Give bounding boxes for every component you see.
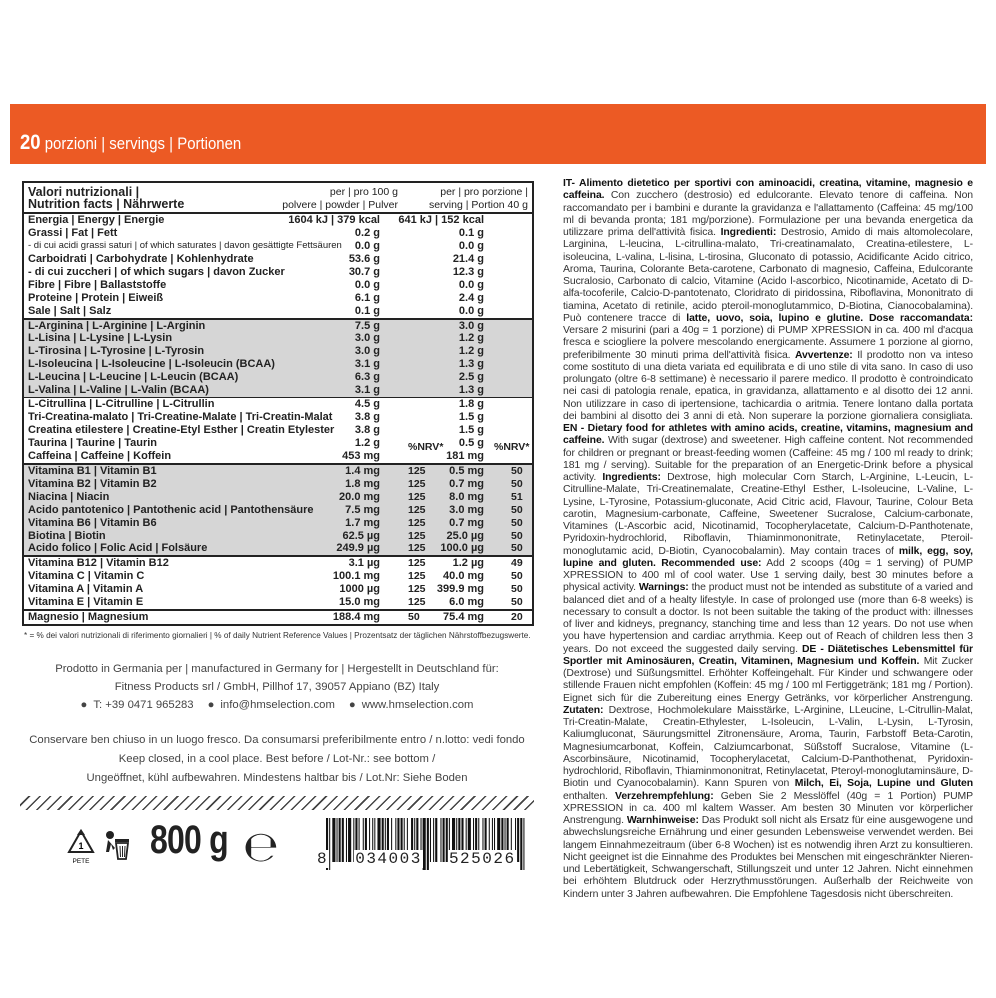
column-per-serving: per | pro porzione | serving | Portion 40 g <box>428 186 528 211</box>
value-per-serving: 1.3 g <box>458 358 484 371</box>
nutrient-name: Tri-Creatina-malato | Tri-Creatine-Malate | Tri-Creatin-Malat <box>28 411 333 424</box>
recycle-pete-icon <box>66 828 96 868</box>
nutrition-row <box>24 214 532 227</box>
nrv-per-serving: 49 <box>511 557 523 570</box>
value-per-serving: 0.5 mg <box>449 464 484 477</box>
nutrient-name: Creatina etilestere | Creatine-Etyl Esther | Creatin Etylester <box>28 424 335 436</box>
nrv-per-100g: 125 <box>408 542 426 555</box>
value-per-serving: 3.0 g <box>458 319 484 332</box>
value-per-100g: 7.5 g <box>354 319 380 332</box>
storage-line-en: Keep closed, in a cool place. Best before / Lot-Nr.: see bottom / <box>118 753 436 765</box>
value-per-serving: 40.0 mg <box>443 570 484 583</box>
nutrient-name: L-Citrullina | L-Citrulline | L-Citrullin <box>28 398 215 411</box>
nrv-footnote: * = % dei valori nutrizionali di riferimento giornalieri | % of daily Nutrient Reference Values | Prozentsatz der täglichen Nährstoffbezugswerte. <box>24 631 531 640</box>
nutrition-row <box>24 305 532 318</box>
nrv-header-serving: %NRV* <box>494 440 530 453</box>
nrv-header-100g: %NRV* <box>408 440 444 453</box>
nutrient-name: Vitamina B12 | Vitamin B12 <box>28 557 169 570</box>
value-per-serving: 3.0 mg <box>449 503 484 516</box>
nutrition-row <box>24 596 532 609</box>
net-weight: 800 g <box>150 818 228 862</box>
value-per-100g: 0.1 g <box>354 304 380 317</box>
nutrition-group <box>24 611 532 624</box>
value-per-100g: 1.4 mg <box>345 464 380 477</box>
nutrient-name: Carboidrati | Carbohydrate | Kohlenhydrate <box>28 252 254 265</box>
value-per-serving: 6.0 mg <box>449 596 484 609</box>
nutrition-group <box>24 557 532 611</box>
value-per-100g: 3.0 g <box>354 345 380 358</box>
barcode-digit-first: 8 <box>317 850 329 868</box>
nutrition-row <box>24 542 532 555</box>
nutrient-name: Vitamina B1 | Vitamin B1 <box>28 464 157 477</box>
product-description: IT- Alimento dietetico per sportivi con aminoacidi, creatina, vitamine, magnesio e caffeina. Con zucchero (destrosio) ed edulcorante. Elevato tenore di caffeina. Non raccomandato per i bambini e durante la gravidanza e l'allattamento (Caffeina: 45 mg/100 ml di bevanda pronta; 181 mg/porzione). Formulazione per una bevanda energetica da utilizzare prima dell'attività fisica. Ingredienti: Destrosio, Amido di mais altomolecolare, Larginina, L-leucina, L-citrullina-malato, Tri-creatinamalato, Creatina-etilestere, L-isoleucina, L-valina, L-lisina, L-tirosina, Gluconato di potassio, Acidificante Acido citrico, Aroma, Taurina, Colorante Beta-carotene, Carbonato di magnesio, Caffeina, Edulcorante Sucralosio, Carbonato di calcio, Vitamine (Acido l-ascorbico, Nicotinamide, Acetato di D-alfa-tocoferile, Calcio-D-pantotenato, Cloridrato di piridossina, Riboflavina, Mononitrato di tiamina, Acetato di retinile, acido pteroil-monoglutammico, D-Biotina, Cianocobalamina). Può contenere tracce di latte, uovo, soia, lupino e glutine. Dose raccomandata: Versare 2 misurini (pari a 40g = 1 porzione) di PUMP XPRESSION in ca. 400 ml d'acqua fresca e sciogliere la polvere mescolando energicamente. Assumere 1 porzione al giorno, preferibilmente 30 minuti prima dell'attività fisica. Avvertenze: Il prodotto non va inteso come sostituto di una dieta variata ed equilibrata e di uno stile di vita sano. In caso di uso prolungato (oltre 6-8 settimane) è necessario il parere medico. Il prodotto è controindicato nei casi di patologia renale, epatica, in gravidanza, allattamento e al disotto dei 12 anni. Non utilizzare in caso di ipertensione, tachicardia o aritmia. Tenere lontano dalla portata dei bambini al disotto dei 3 anni di età. Non superare la porzione giornaliera consigliata. EN - Dietary food for athletes with amino acids, creatine, vitamins, magnesium and caffeine. With sugar (dextrose) and sweetener. High caffeine content. Not recommended for children or pregnant or breast-feeding women (Caffeine: 45 mg / 100 ml ready to drink; 181 mg / serving). Suitable for the preparation of an Energetic-Drink before a physical activity. Ingredients: Dextrose, high molecular Corn Starch, L-Arginine, L-Leucin, L-Citrulline-Malate, Tri-Creatinemalate, Creatine-Ethyl Esther, L-Isoleucine, L-Valine, L-Lysine, L-Tyrosine, Potassium-gluconate, Acid Citric acid, Flavour, Taurine, Colour Beta carotin, Magnesium-carbonate, Caffeine, Sweetener Sucralose, Calcium-carbonate, Vitamines (L-Ascorbic acid, Nicotinamid, Tocopherylacetate, Calcium-D-Panthotenate, Pyridoxin-hydrochlorid, Riboflavin, Thiaminmononitrate, Retinylacetate, Pteroil-monoglutamic acid, D-Biotin, Cyanocobalamin). May contain traces of milk, egg, soy, lupine and gluten. Recommended use: Add 2 scoops (40g = 1 serving) of PUMP XPRESSION to 400 ml of cool water. Use 1 serving daily, best 30 minutes before a physical activity. Warnings: the product must not be intended as substitute of a varied and balanced diet and of a healty lifestyle. In case of prolonged use (more than 6-8 weeks) is necessary to consult a doctor. Is not been suitable the taking of the product with: illnesses of liver and kidneys, pregnancy, stanching time and less than 12 years. Do not use when you have hypertension and cardiac arrythmia. Keep out of Reach of children less then 3 years. Do not exceed the suggested daily serving. DE - Diätetisches Lebensmittel für Sportler mit Aminosäuren, Creatin, Vitaminen, Magnesium und Koffein. Mit Zucker (Dextrose) und Süßungsmittel. Erhöhter Koffeingehalt. Für Kinder und schwangere oder stillende Frauen nicht empfohlen (Koffein: 45 mg / 100 ml Fertiggetränk; 181 mg / Portion). Eignet sich für die Zubereitung eines Energy Getränks, vor körperlicher Anstrengung. Zutaten: Dextrose, Hochmolekulare Maisstärke, L-Arginine, LLeucine, L-Citrullin-Malat, Tri-Creatin-Malate, Creatin-Ethylester, L-Isoleucin, L-Valin, L-Lysin, L-Tyrosin, Kaliumgluconat, Säurungsmittel Zitronensäure, Aroma, Taurin, Farbstoff Beta-Carotin, Magnesiumcarbonat, Koffein, Calziumcarbonat, Süßstoff Sucralose, Vitamine (L-Ascorbinsäure, Nicotinamid, Tocopherylacetat, Calcium-D-Panthothenat, Pyridoxin-hydrochlorid, Riboflavin, Thiaminmononitrat, Retinylacetat, Pteroyl-monoglutaminsäure, D-Biotin und Cyanocobalamin). Kann Spuren von Milch, Ei, Soja, Lupine und Gluten enthalten. Verzehrempfehlung: Geben Sie 2 Messlöffel (40g = 1 Portion) PUMP XPRESSION in ca. 400 ml kaltem Wasser. Am besten 30 Minuten vor körperlicher Anstrengung. Warnhinweise: Das Produkt soll nicht als Ersatz für eine ausgewogene und abwechslungsreiche Ernährung und einer gesunden Lebensweise verwendet werden. Bei langem Einnahmezeitraum (über 6-8 Wochen) ist es notwendig ihren Arzt zu konsultieren. Nicht geeignet ist die Einnahme des Produktes bei Menschen mit eingeschränkter Nieren- und Lebertätigkeit, Schwangerschaft, Stillungszeit und unter 12 Jahren. Nicht einnehmen bei erhöhtem Blutdruck oder Herzrythmusstörungen. Außerhalb der Reichweite von Kindern unter 3 Jahren aufbewahren. Die Empfohlene Tagesdosis nicht überschreiten. <box>563 178 973 900</box>
nutrition-row <box>24 345 532 358</box>
nutrition-row <box>24 253 532 266</box>
value-per-serving: 1.5 g <box>458 424 484 436</box>
nrv-per-100g: 125 <box>408 583 426 596</box>
value-per-100g: 1.8 mg <box>345 477 380 490</box>
storage-instructions <box>22 731 532 788</box>
value-per-100g: 0.2 g <box>354 226 380 239</box>
nutrient-name: Caffeina | Caffeine | Koffein <box>28 449 172 462</box>
nutrient-name: - di cui acidi grassi saturi | of which saturates | davon gesättigte Fettsäuren <box>28 239 342 251</box>
nutrition-row <box>24 371 532 384</box>
column-per-100g: per | pro 100 g polvere | powder | Pulver <box>282 186 398 211</box>
nrv-per-serving: 50 <box>511 596 523 609</box>
nrv-per-serving: 50 <box>511 542 523 555</box>
nutrition-table-header <box>24 183 532 214</box>
value-per-serving: 1.8 g <box>458 398 484 411</box>
nutrition-row <box>24 384 532 397</box>
value-per-100g: 1.7 mg <box>345 516 380 529</box>
nrv-per-serving: 50 <box>511 516 523 529</box>
nrv-per-100g: 125 <box>408 464 426 477</box>
value-per-100g: 53.6 g <box>348 252 380 265</box>
value-per-100g: 7.5 mg <box>345 503 380 516</box>
nutrient-name: L-Tirosina | L-Tyrosine | L-Tyrosin <box>28 345 205 358</box>
value-per-100g: 1604 kJ | 379 kcal <box>288 214 380 226</box>
value-per-100g: 0.0 g <box>354 278 380 291</box>
value-per-serving: 100.0 µg <box>440 542 484 555</box>
nutrient-name: Fibre | Fibre | Ballaststoffe <box>28 278 167 291</box>
bullet-icon: ● <box>80 699 88 711</box>
value-per-serving: 0.0 g <box>458 278 484 291</box>
value-per-serving: 0.0 g <box>458 239 484 252</box>
nrv-per-serving: 20 <box>511 611 523 624</box>
nutrition-row <box>24 517 532 530</box>
value-per-100g: 4.5 g <box>354 398 380 411</box>
nrv-per-100g: 125 <box>408 570 426 583</box>
nutrition-row <box>24 266 532 279</box>
nutrient-name: Energia | Energy | Energie <box>28 214 165 226</box>
nutrient-name: L-Isoleucina | L-Isoleucine | L-Isoleucin (BCAA) <box>28 358 275 371</box>
nutrition-row <box>24 279 532 292</box>
barcode-digit-left: 034003 <box>355 850 422 868</box>
svg-text:1: 1 <box>78 841 84 851</box>
nutrition-group <box>24 465 532 558</box>
value-per-serving: 1.5 g <box>458 411 484 424</box>
nutrient-name: Proteine | Protein | Eiweiß <box>28 291 164 304</box>
value-per-serving: 2.5 g <box>458 371 484 384</box>
nutrition-row <box>24 292 532 305</box>
value-per-100g: 3.1 g <box>354 358 380 371</box>
nutrient-name: Vitamina A | Vitamin A <box>28 583 144 596</box>
nutrient-name: Sale | Salt | Salz <box>28 304 112 317</box>
nutrient-name: Niacina | Niacin <box>28 490 110 503</box>
nrv-per-100g: 125 <box>408 477 426 490</box>
nutrition-group <box>24 320 532 399</box>
nutrition-row <box>24 227 532 240</box>
value-per-serving: 0.5 g <box>458 436 484 449</box>
storage-line-it: Conservare ben chiuso in un luogo fresco. Da consumarsi preferibilmente entro / n.lotto: vedi fondo <box>29 734 525 746</box>
value-per-serving: 2.4 g <box>458 291 484 304</box>
nutrition-row <box>24 491 532 504</box>
value-per-serving: 0.7 mg <box>449 516 484 529</box>
value-per-100g: 249.9 µg <box>336 542 380 555</box>
manufacturer-line: Prodotto in Germania per | manufactured in Germany for | Hergestellt in Deutschland für: <box>55 663 499 675</box>
servings-number: 20 <box>20 131 41 154</box>
nrv-per-serving: 50 <box>511 503 523 516</box>
value-per-serving: 1.3 g <box>458 384 484 397</box>
barcode-digits <box>316 850 526 868</box>
value-per-serving: 0.7 mg <box>449 477 484 490</box>
value-per-serving: 1.2 g <box>458 345 484 358</box>
nutrient-name: L-Arginina | L-Arginine | L-Arginin <box>28 319 206 332</box>
email-address: info@hmselection.com <box>220 699 335 711</box>
value-per-100g: 20.0 mg <box>339 490 380 503</box>
value-per-serving: 641 kJ | 152 kcal <box>398 214 484 226</box>
nrv-per-serving: 50 <box>511 583 523 596</box>
bullet-icon: ● <box>207 699 215 711</box>
nrv-per-serving: 50 <box>511 477 523 490</box>
value-per-100g: 1000 µg <box>339 583 380 596</box>
nutrition-row <box>24 411 532 424</box>
value-per-serving: 8.0 mg <box>449 490 484 503</box>
value-per-100g: 6.1 g <box>354 291 380 304</box>
nrv-per-serving: 50 <box>511 529 523 542</box>
value-per-serving: 1.2 µg <box>452 557 484 570</box>
value-per-100g: 3.1 µg <box>348 557 380 570</box>
nutrient-name: - di cui zuccheri | of which sugars | davon Zucker <box>28 265 285 278</box>
nutrition-group <box>24 398 532 465</box>
value-per-100g: 15.0 mg <box>339 596 380 609</box>
nutrient-name: L-Leucina | L-Leucine | L-Leucin (BCAA) <box>28 371 239 384</box>
nutrient-name: Taurina | Taurine | Taurin <box>28 436 158 449</box>
value-per-serving: 0.1 g <box>458 226 484 239</box>
nrv-per-serving: 50 <box>511 570 523 583</box>
servings-text: porzioni | servings | Portionen <box>44 134 242 153</box>
nrv-per-100g: 125 <box>408 557 426 570</box>
value-per-serving: 12.3 g <box>452 265 484 278</box>
nutrition-row <box>24 450 532 463</box>
value-per-100g: 6.3 g <box>354 371 380 384</box>
manufacturer-info <box>22 660 532 714</box>
value-per-100g: 0.0 g <box>354 239 380 252</box>
nutrition-row <box>24 358 532 371</box>
nutrient-name: Grassi | Fat | Fett <box>28 226 118 239</box>
bullet-icon: ● <box>348 699 356 711</box>
value-per-100g: 62.5 µg <box>342 529 380 542</box>
nutrient-name: Vitamina B6 | Vitamin B6 <box>28 516 157 529</box>
nutrition-row <box>24 320 532 333</box>
nrv-per-100g: 125 <box>408 529 426 542</box>
nutrition-row <box>24 530 532 543</box>
nutrition-row <box>24 611 532 624</box>
value-per-100g: 3.8 g <box>354 424 380 436</box>
value-per-serving: 0.0 g <box>458 304 484 317</box>
nutrition-row <box>24 424 532 437</box>
phone-number: T: +39 0471 965283 <box>93 699 194 711</box>
nrv-per-100g: 125 <box>408 596 426 609</box>
nrv-per-100g: 125 <box>408 503 426 516</box>
value-per-serving: 21.4 g <box>452 252 484 265</box>
value-per-100g: 3.0 g <box>354 332 380 345</box>
nutrition-table <box>22 181 534 626</box>
nrv-per-serving: 50 <box>511 464 523 477</box>
nutrition-group <box>24 214 532 320</box>
nrv-per-100g: 125 <box>408 516 426 529</box>
nutrient-name: L-Lisina | L-Lysine | L-Lysin <box>28 332 173 345</box>
lot-number-area <box>20 796 534 810</box>
estimated-sign-icon: ℮ <box>243 822 279 871</box>
value-per-100g: 100.1 mg <box>332 570 380 583</box>
nutrition-row <box>24 504 532 517</box>
nutrition-table-body <box>24 214 532 624</box>
nutrition-row <box>24 465 532 478</box>
nutrition-row <box>24 570 532 583</box>
recycle-bin-icon <box>103 828 133 868</box>
svg-text:PETE: PETE <box>72 858 90 865</box>
servings-title <box>20 131 241 155</box>
nrv-per-100g: 125 <box>408 490 426 503</box>
value-per-serving: 399.9 mg <box>436 583 484 596</box>
nutrition-row <box>24 332 532 345</box>
nutrition-row <box>24 478 532 491</box>
nutrition-header-title: Valori nutrizionali | Nutrition facts | Nährwerte <box>28 185 185 211</box>
value-per-100g: 188.4 mg <box>332 611 380 624</box>
value-per-serving: 1.2 g <box>458 332 484 345</box>
nutrient-name: Magnesio | Magnesium <box>28 611 149 624</box>
value-per-100g: 453 mg <box>342 449 380 462</box>
nutrient-name: Vitamina B2 | Vitamin B2 <box>28 477 157 490</box>
value-per-serving: 25.0 µg <box>446 529 484 542</box>
value-per-serving: 75.4 mg <box>443 611 484 624</box>
barcode-digit-right: 525026 <box>448 850 516 868</box>
nutrient-name: L-Valina | L-Valine | L-Valin (BCAA) <box>28 384 209 397</box>
nutrient-name: Vitamina C | Vitamin C <box>28 570 145 583</box>
value-per-100g: 3.1 g <box>354 384 380 397</box>
company-address: Fitness Products srl / GmbH, Pillhof 17, 39057 Appiano (BZ) Italy <box>114 681 440 693</box>
nutrient-name: Biotina | Biotin <box>28 529 106 542</box>
storage-line-de: Ungeöffnet, kühl aufbewahren. Mindestens haltbar bis / Lot.Nr: Siehe Boden <box>86 772 468 784</box>
nutrient-name: Acido folico | Folic Acid | Folsäure <box>28 542 208 555</box>
value-per-100g: 30.7 g <box>348 265 380 278</box>
website: www.hmselection.com <box>361 699 474 711</box>
nutrition-row <box>24 240 532 253</box>
nutrition-row <box>24 583 532 596</box>
value-per-100g: 3.8 g <box>354 411 380 424</box>
value-per-100g: 1.2 g <box>354 436 380 449</box>
nrv-per-100g: 50 <box>408 611 420 624</box>
nutrition-row <box>24 557 532 570</box>
nutrient-name: Vitamina E | Vitamin E <box>28 596 144 609</box>
nutrition-row <box>24 398 532 411</box>
nutrition-row <box>24 436 532 453</box>
nrv-per-serving: 51 <box>511 490 523 503</box>
contact-row <box>22 696 532 714</box>
nutrient-name: Acido pantotenico | Pantothenic acid | Pantothensäure <box>28 503 314 516</box>
value-per-serving: 181 mg <box>446 449 484 462</box>
